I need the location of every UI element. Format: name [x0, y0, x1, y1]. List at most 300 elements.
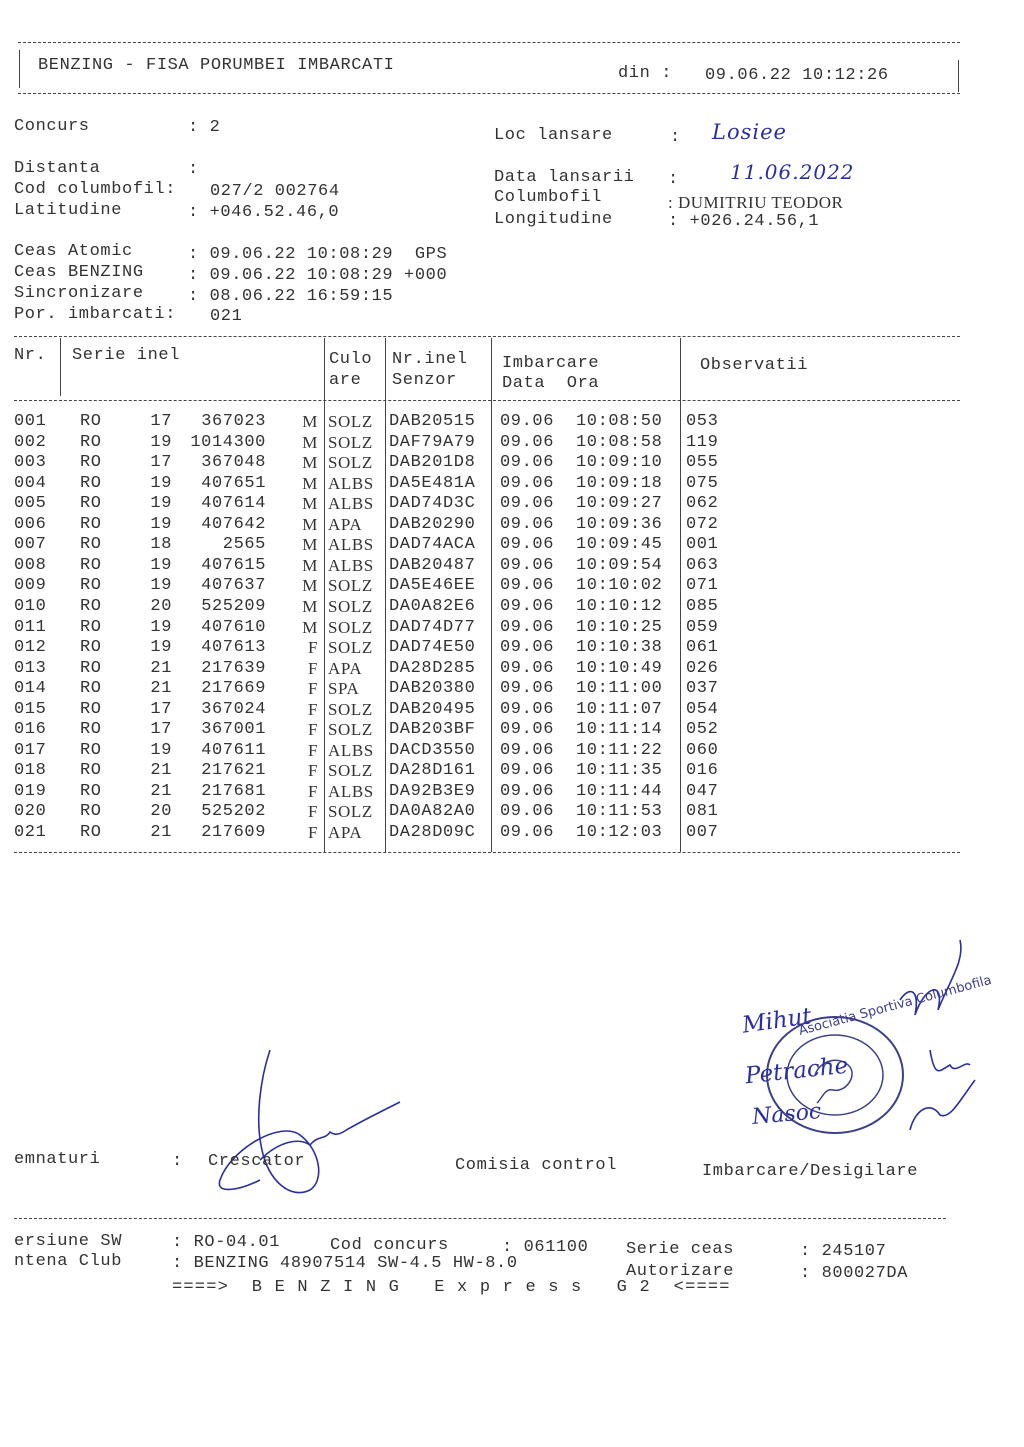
- row-sex: F: [307, 699, 318, 719]
- row-country: RO: [80, 617, 102, 637]
- concurs-value: : 2: [188, 118, 221, 137]
- row-nr: 014: [14, 679, 47, 699]
- row-sensor: DA0A82E6: [389, 596, 476, 616]
- row-sensor: DAF79A79: [389, 432, 476, 452]
- row-date: 09.06: [500, 535, 555, 555]
- row-nr: 015: [14, 699, 47, 719]
- row-ring-number: 2565: [222, 535, 266, 555]
- row-sensor: DACD3550: [389, 740, 476, 760]
- row-ring-number: 407637: [201, 576, 266, 596]
- row-country: RO: [80, 679, 102, 699]
- row-observation: 001: [686, 535, 719, 555]
- table-row: [0, 782, 1024, 802]
- row-color: APA: [328, 514, 363, 534]
- row-ring-number: 367024: [201, 699, 266, 719]
- row-time: 10:11:22: [576, 740, 663, 760]
- row-sex: F: [307, 823, 318, 842]
- row-year: 19: [150, 740, 172, 760]
- row-date: 09.06: [500, 576, 555, 596]
- porumbei-imbarcati-label: Por. imbarcati:: [14, 305, 177, 324]
- signature-crescator: [200, 1040, 400, 1210]
- row-year: 20: [150, 596, 172, 616]
- loc-lansare-handwritten: Losiee: [712, 120, 787, 144]
- row-nr: 005: [14, 494, 47, 514]
- table-row: [0, 823, 1024, 843]
- table-row: [0, 453, 1024, 473]
- row-date: 09.06: [500, 679, 555, 699]
- row-date: 09.06: [500, 638, 555, 658]
- row-country: RO: [80, 740, 102, 760]
- table-row: [0, 433, 1024, 453]
- ceas-benzing-value: : 09.06.22 10:08:29 +000: [188, 266, 448, 285]
- row-nr: 009: [14, 576, 47, 596]
- row-year: 21: [150, 658, 172, 678]
- row-time: 10:09:36: [576, 514, 663, 534]
- row-color: ALBS: [328, 555, 374, 575]
- col-header-nr: Nr.: [14, 346, 47, 365]
- table-row: [0, 618, 1024, 638]
- col-header-nr-inel: Nr.inel: [392, 350, 468, 369]
- row-observation: 075: [686, 473, 719, 493]
- row-color: APA: [328, 823, 363, 842]
- row-ring-number: 407613: [201, 638, 266, 658]
- commission-signature-name: Nasoc: [751, 1099, 823, 1130]
- col-header-data-ora: Data Ora: [502, 374, 600, 393]
- row-nr: 002: [14, 432, 47, 452]
- table-row: [0, 474, 1024, 494]
- row-ring-number: 367023: [201, 412, 266, 431]
- row-sensor: DAB20487: [389, 555, 476, 575]
- cod-concurs-label: Cod concurs: [330, 1236, 449, 1255]
- row-observation: 007: [686, 823, 719, 842]
- row-color: SPA: [328, 679, 360, 699]
- row-color: APA: [328, 658, 363, 678]
- row-ring-number: 407610: [201, 617, 266, 637]
- row-time: 10:10:12: [576, 596, 663, 616]
- row-nr: 007: [14, 535, 47, 555]
- row-sex: M: [302, 617, 318, 637]
- row-nr: 004: [14, 473, 47, 493]
- row-year: 18: [150, 535, 172, 555]
- row-year: 19: [150, 555, 172, 575]
- row-date: 09.06: [500, 720, 555, 740]
- row-sensor: DAD74D3C: [389, 494, 476, 514]
- row-time: 10:12:03: [576, 823, 663, 842]
- row-time: 10:11:14: [576, 720, 663, 740]
- sincronizare-label: Sincronizare: [14, 284, 144, 303]
- row-year: 19: [150, 432, 172, 452]
- row-color: SOLZ: [328, 412, 373, 431]
- row-color: SOLZ: [328, 596, 373, 616]
- row-date: 09.06: [500, 453, 555, 473]
- cod-concurs-value: : 061100: [502, 1238, 589, 1257]
- row-color: ALBS: [328, 781, 374, 801]
- row-color: SOLZ: [328, 576, 373, 596]
- loc-lansare-label: Loc lansare: [494, 126, 613, 145]
- row-sex: M: [302, 432, 318, 452]
- row-observation: 061: [686, 638, 719, 658]
- row-sensor: DA28D161: [389, 761, 476, 781]
- row-sensor: DAB203BF: [389, 720, 476, 740]
- crescator-label: Crescator: [208, 1152, 306, 1171]
- row-color: SOLZ: [328, 761, 373, 781]
- col-header-observatii: Observatii: [700, 356, 809, 375]
- row-year: 19: [150, 638, 172, 658]
- autorizare-value: : 800027DA: [800, 1264, 909, 1283]
- row-observation: 054: [686, 699, 719, 719]
- table-row: [0, 576, 1024, 596]
- row-sensor: DA28D285: [389, 658, 476, 678]
- col-header-culoare-2: are: [329, 371, 362, 390]
- row-country: RO: [80, 658, 102, 678]
- row-year: 19: [150, 576, 172, 596]
- row-sensor: DA5E481A: [389, 473, 476, 493]
- latitudine-value: : +046.52.46,0: [188, 203, 340, 222]
- row-sex: M: [302, 596, 318, 616]
- ceas-atomic-label: Ceas Atomic: [14, 242, 133, 261]
- row-sex: M: [302, 412, 318, 431]
- row-year: 17: [150, 699, 172, 719]
- col-header-imbarcare: Imbarcare: [502, 354, 600, 373]
- col-header-senzor: Senzor: [392, 371, 457, 390]
- row-observation: 047: [686, 781, 719, 801]
- row-time: 10:11:35: [576, 761, 663, 781]
- stamp-text: Asociatia Sportiva Columbofila: [797, 972, 994, 1039]
- row-observation: 053: [686, 412, 719, 431]
- commission-signature-name: Mihut: [740, 1003, 814, 1039]
- row-year: 17: [150, 453, 172, 473]
- col-header-culoare: Culo: [329, 350, 373, 369]
- row-time: 10:11:07: [576, 699, 663, 719]
- cod-columbofil-value: 027/2 002764: [210, 182, 340, 201]
- table-col-divider: [60, 338, 61, 396]
- row-time: 10:10:25: [576, 617, 663, 637]
- row-date: 09.06: [500, 596, 555, 616]
- antena-club-label: ntena Club: [14, 1252, 123, 1271]
- row-color: SOLZ: [328, 617, 373, 637]
- row-date: 09.06: [500, 494, 555, 514]
- row-observation: 037: [686, 679, 719, 699]
- row-ring-number: 1014300: [190, 432, 266, 452]
- row-nr: 006: [14, 514, 47, 534]
- row-sex: F: [307, 802, 318, 822]
- header-left-edge: [19, 50, 20, 88]
- benzing-express-banner: ====> B E N Z I N G E x p r e s s G 2 <====: [172, 1278, 731, 1297]
- row-ring-number: 525202: [201, 802, 266, 822]
- row-ring-number: 367001: [201, 720, 266, 740]
- distanta-value: :: [188, 160, 199, 179]
- header-right-edge: [958, 60, 959, 92]
- row-country: RO: [80, 473, 102, 493]
- row-country: RO: [80, 514, 102, 534]
- row-sensor: DAD74D77: [389, 617, 476, 637]
- row-year: 21: [150, 823, 172, 842]
- table-row: [0, 638, 1024, 658]
- row-nr: 021: [14, 823, 47, 842]
- serie-ceas-value: : 245107: [800, 1242, 887, 1261]
- row-date: 09.06: [500, 761, 555, 781]
- concurs-label: Concurs: [14, 117, 90, 136]
- row-time: 10:08:50: [576, 412, 663, 431]
- porumbei-imbarcati-value: 021: [210, 307, 243, 326]
- row-sensor: DAB201D8: [389, 453, 476, 473]
- row-observation: 085: [686, 596, 719, 616]
- report-date-label: din :: [618, 64, 673, 83]
- row-date: 09.06: [500, 658, 555, 678]
- latitudine-label: Latitudine: [14, 201, 123, 220]
- header-top-rule: [18, 42, 960, 43]
- row-ring-number: 217669: [201, 679, 266, 699]
- row-observation: 059: [686, 617, 719, 637]
- row-date: 09.06: [500, 823, 555, 842]
- longitudine-value: : +026.24.56,1: [668, 212, 820, 231]
- row-ring-number: 217621: [201, 761, 266, 781]
- table-row: [0, 597, 1024, 617]
- signature-scribble: [870, 940, 980, 1140]
- row-observation: 081: [686, 802, 719, 822]
- table-top-rule: [14, 336, 960, 337]
- row-time: 10:08:58: [576, 432, 663, 452]
- row-date: 09.06: [500, 555, 555, 575]
- row-nr: 010: [14, 596, 47, 616]
- row-color: ALBS: [328, 494, 374, 514]
- row-time: 10:11:53: [576, 802, 663, 822]
- row-country: RO: [80, 535, 102, 555]
- row-date: 09.06: [500, 432, 555, 452]
- row-nr: 018: [14, 761, 47, 781]
- row-time: 10:10:49: [576, 658, 663, 678]
- row-year: 17: [150, 720, 172, 740]
- row-sensor: DAB20515: [389, 412, 476, 431]
- row-country: RO: [80, 596, 102, 616]
- row-sex: F: [307, 761, 318, 781]
- row-sensor: DAD74ACA: [389, 535, 476, 555]
- row-observation: 062: [686, 494, 719, 514]
- row-country: RO: [80, 576, 102, 596]
- ceas-atomic-value: : 09.06.22 10:08:29 GPS: [188, 245, 448, 264]
- row-nr: 012: [14, 638, 47, 658]
- row-sex: F: [307, 679, 318, 699]
- columbofil-label: Columbofil: [494, 188, 603, 207]
- row-time: 10:09:27: [576, 494, 663, 514]
- row-color: ALBS: [328, 473, 374, 493]
- row-country: RO: [80, 638, 102, 658]
- row-sensor: DAD74E50: [389, 638, 476, 658]
- row-year: 20: [150, 802, 172, 822]
- row-sensor: DAB20380: [389, 679, 476, 699]
- table-row: [0, 515, 1024, 535]
- row-year: 19: [150, 473, 172, 493]
- row-time: 10:10:38: [576, 638, 663, 658]
- row-observation: 052: [686, 720, 719, 740]
- row-date: 09.06: [500, 412, 555, 431]
- row-time: 10:11:44: [576, 781, 663, 801]
- serie-ceas-label: Serie ceas: [626, 1240, 735, 1259]
- row-sensor: DAB20495: [389, 699, 476, 719]
- row-ring-number: 217681: [201, 781, 266, 801]
- row-sex: M: [302, 535, 318, 555]
- row-color: SOLZ: [328, 699, 373, 719]
- row-country: RO: [80, 720, 102, 740]
- row-sex: F: [307, 781, 318, 801]
- row-observation: 060: [686, 740, 719, 760]
- table-row: [0, 659, 1024, 679]
- row-year: 19: [150, 617, 172, 637]
- distanta-label: Distanta: [14, 159, 101, 178]
- row-country: RO: [80, 453, 102, 473]
- row-year: 17: [150, 412, 172, 431]
- row-observation: 016: [686, 761, 719, 781]
- row-nr: 017: [14, 740, 47, 760]
- autorizare-label: Autorizare: [626, 1262, 735, 1281]
- commission-signature-name: Petrache: [743, 1052, 850, 1090]
- row-sex: F: [307, 658, 318, 678]
- loc-lansare-colon: :: [670, 128, 681, 147]
- row-time: 10:09:18: [576, 473, 663, 493]
- row-sex: M: [302, 576, 318, 596]
- row-sensor: DA28D09C: [389, 823, 476, 842]
- row-date: 09.06: [500, 473, 555, 493]
- row-color: SOLZ: [328, 638, 373, 658]
- col-header-serie-inel: Serie inel: [72, 346, 181, 365]
- row-date: 09.06: [500, 617, 555, 637]
- row-observation: 026: [686, 658, 719, 678]
- row-nr: 020: [14, 802, 47, 822]
- row-nr: 003: [14, 453, 47, 473]
- row-year: 21: [150, 781, 172, 801]
- row-observation: 071: [686, 576, 719, 596]
- antena-club-value: : BENZING 48907514 SW-4.5 HW-8.0: [172, 1254, 518, 1273]
- row-color: SOLZ: [328, 720, 373, 740]
- row-time: 10:11:00: [576, 679, 663, 699]
- row-time: 10:10:02: [576, 576, 663, 596]
- table-row: [0, 802, 1024, 822]
- row-country: RO: [80, 412, 102, 431]
- row-date: 09.06: [500, 802, 555, 822]
- table-row: [0, 494, 1024, 514]
- row-ring-number: 407651: [201, 473, 266, 493]
- cod-columbofil-label: Cod columbofil:: [14, 180, 177, 199]
- row-time: 10:09:10: [576, 453, 663, 473]
- row-observation: 119: [686, 432, 719, 452]
- row-year: 21: [150, 679, 172, 699]
- row-ring-number: 525209: [201, 596, 266, 616]
- row-nr: 016: [14, 720, 47, 740]
- row-nr: 001: [14, 412, 47, 431]
- row-ring-number: 367048: [201, 453, 266, 473]
- row-year: 19: [150, 514, 172, 534]
- row-color: SOLZ: [328, 432, 373, 452]
- table-row: [0, 761, 1024, 781]
- row-observation: 055: [686, 453, 719, 473]
- row-country: RO: [80, 555, 102, 575]
- ceas-benzing-label: Ceas BENZING: [14, 263, 144, 282]
- row-sex: M: [302, 453, 318, 473]
- row-color: SOLZ: [328, 453, 373, 473]
- longitudine-label: Longitudine: [494, 210, 613, 229]
- row-ring-number: 407642: [201, 514, 266, 534]
- row-date: 09.06: [500, 740, 555, 760]
- semnaturi-colon: :: [172, 1152, 183, 1171]
- comisia-control-label: Comisia control: [455, 1156, 618, 1175]
- row-sex: F: [307, 720, 318, 740]
- row-sex: M: [302, 555, 318, 575]
- row-ring-number: 217639: [201, 658, 266, 678]
- row-ring-number: 407611: [201, 740, 266, 760]
- row-observation: 072: [686, 514, 719, 534]
- data-lansarii-label: Data lansarii: [494, 168, 635, 187]
- row-country: RO: [80, 494, 102, 514]
- row-country: RO: [80, 802, 102, 822]
- row-date: 09.06: [500, 781, 555, 801]
- columbofil-value: : DUMITRIU TEODOR: [668, 193, 844, 212]
- row-nr: 013: [14, 658, 47, 678]
- table-header-rule: [14, 400, 960, 401]
- row-nr: 019: [14, 781, 47, 801]
- row-country: RO: [80, 761, 102, 781]
- row-country: RO: [80, 699, 102, 719]
- row-color: ALBS: [328, 535, 374, 555]
- table-row: [0, 556, 1024, 576]
- row-sex: M: [302, 494, 318, 514]
- row-sensor: DA5E46EE: [389, 576, 476, 596]
- row-date: 09.06: [500, 514, 555, 534]
- row-sex: F: [307, 740, 318, 760]
- table-row: [0, 412, 1024, 432]
- report-date-value: 09.06.22 10:12:26: [705, 66, 889, 85]
- row-year: 21: [150, 761, 172, 781]
- row-time: 10:09:45: [576, 535, 663, 555]
- row-color: SOLZ: [328, 802, 373, 822]
- row-country: RO: [80, 823, 102, 842]
- row-sex: M: [302, 514, 318, 534]
- row-sensor: DA92B3E9: [389, 781, 476, 801]
- row-observation: 063: [686, 555, 719, 575]
- semnaturi-label: emnaturi: [14, 1150, 101, 1169]
- data-lansarii-handwritten: 11.06.2022: [730, 160, 855, 184]
- row-country: RO: [80, 781, 102, 801]
- table-row: [0, 700, 1024, 720]
- row-sensor: DA0A82A0: [389, 802, 476, 822]
- table-row: [0, 679, 1024, 699]
- row-sensor: DAB20290: [389, 514, 476, 534]
- table-row: [0, 720, 1024, 740]
- header-bottom-rule: [18, 93, 960, 94]
- table-row: [0, 535, 1024, 555]
- imbarcare-desigilare-label: Imbarcare/Desigilare: [702, 1162, 919, 1181]
- row-ring-number: 407615: [201, 555, 266, 575]
- row-nr: 008: [14, 555, 47, 575]
- row-color: ALBS: [328, 740, 374, 760]
- versiune-sw-label: ersiune SW: [14, 1232, 123, 1251]
- report-title: BENZING - FISA PORUMBEI IMBARCATI: [38, 56, 395, 75]
- row-nr: 011: [14, 617, 47, 637]
- row-ring-number: 407614: [201, 494, 266, 514]
- table-bottom-rule: [14, 852, 960, 853]
- versiune-sw-value: : RO-04.01: [172, 1233, 281, 1252]
- row-ring-number: 217609: [201, 823, 266, 842]
- row-country: RO: [80, 432, 102, 452]
- row-sex: F: [307, 638, 318, 658]
- sincronizare-value: : 08.06.22 16:59:15: [188, 287, 394, 306]
- row-time: 10:09:54: [576, 555, 663, 575]
- row-date: 09.06: [500, 699, 555, 719]
- row-sex: M: [302, 473, 318, 493]
- data-lansarii-colon: :: [668, 170, 679, 189]
- table-row: [0, 741, 1024, 761]
- row-year: 19: [150, 494, 172, 514]
- footer-rule: [14, 1218, 946, 1219]
